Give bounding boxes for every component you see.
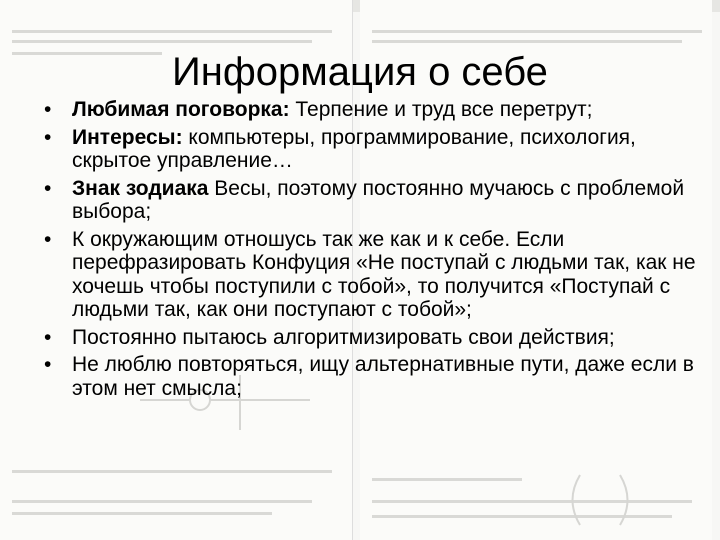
bullet-label: Любимая поговорка:	[72, 98, 290, 121]
bullet-item-interests	[40, 126, 700, 173]
slide-title: Информация о себе	[172, 50, 548, 94]
bg-line	[372, 500, 692, 503]
bullet-icon: •	[44, 325, 52, 349]
bullet-item-alternatives	[40, 353, 700, 400]
bullet-text: Терпение и труд все перетрут;	[289, 98, 593, 121]
bullet-list	[40, 98, 700, 404]
bullet-icon: •	[44, 227, 52, 251]
bullet-icon: •	[44, 353, 52, 376]
bullet-item-saying	[40, 98, 700, 122]
bullet-text: Постоянно пытаюсь алгоритмизировать свои действия;	[72, 325, 615, 349]
bullet-icon: •	[44, 176, 52, 200]
bullet-text: К окружающим отношусь так же как и к себе. Если перефразировать Конфуция «Не поступай с людьми так, как не хочешь чтобы поступили с тобой», то получится «Поступай с людьми так, как они поступают с тобой»;	[72, 227, 696, 321]
bullet-label: Интересы:	[72, 125, 183, 149]
bg-line	[12, 512, 272, 515]
bullet-text: Весы, поэтому постоянно мучаюсь с проблемой выбора;	[72, 176, 685, 223]
bullet-item-attitude	[40, 228, 700, 322]
bg-line	[372, 478, 522, 481]
bg-line	[12, 500, 312, 503]
bullet-label: Знак зодиака	[72, 176, 209, 200]
bg-line	[12, 30, 332, 33]
bullet-text: Не люблю повторяться, ищу альтернативные пути, даже если в этом нет смысла;	[72, 353, 694, 400]
bg-formula-bracket	[560, 470, 640, 530]
bg-line	[372, 30, 702, 33]
bg-line	[12, 40, 312, 43]
bullet-icon: •	[44, 125, 52, 149]
bullet-icon: •	[44, 98, 52, 121]
bg-line	[372, 40, 682, 43]
bullet-item-algorithmize	[40, 326, 700, 350]
bullet-text: компьютеры, программирование, психология, скрытое управление…	[72, 125, 636, 172]
bg-line	[12, 470, 332, 473]
bullet-item-zodiac	[40, 177, 700, 224]
